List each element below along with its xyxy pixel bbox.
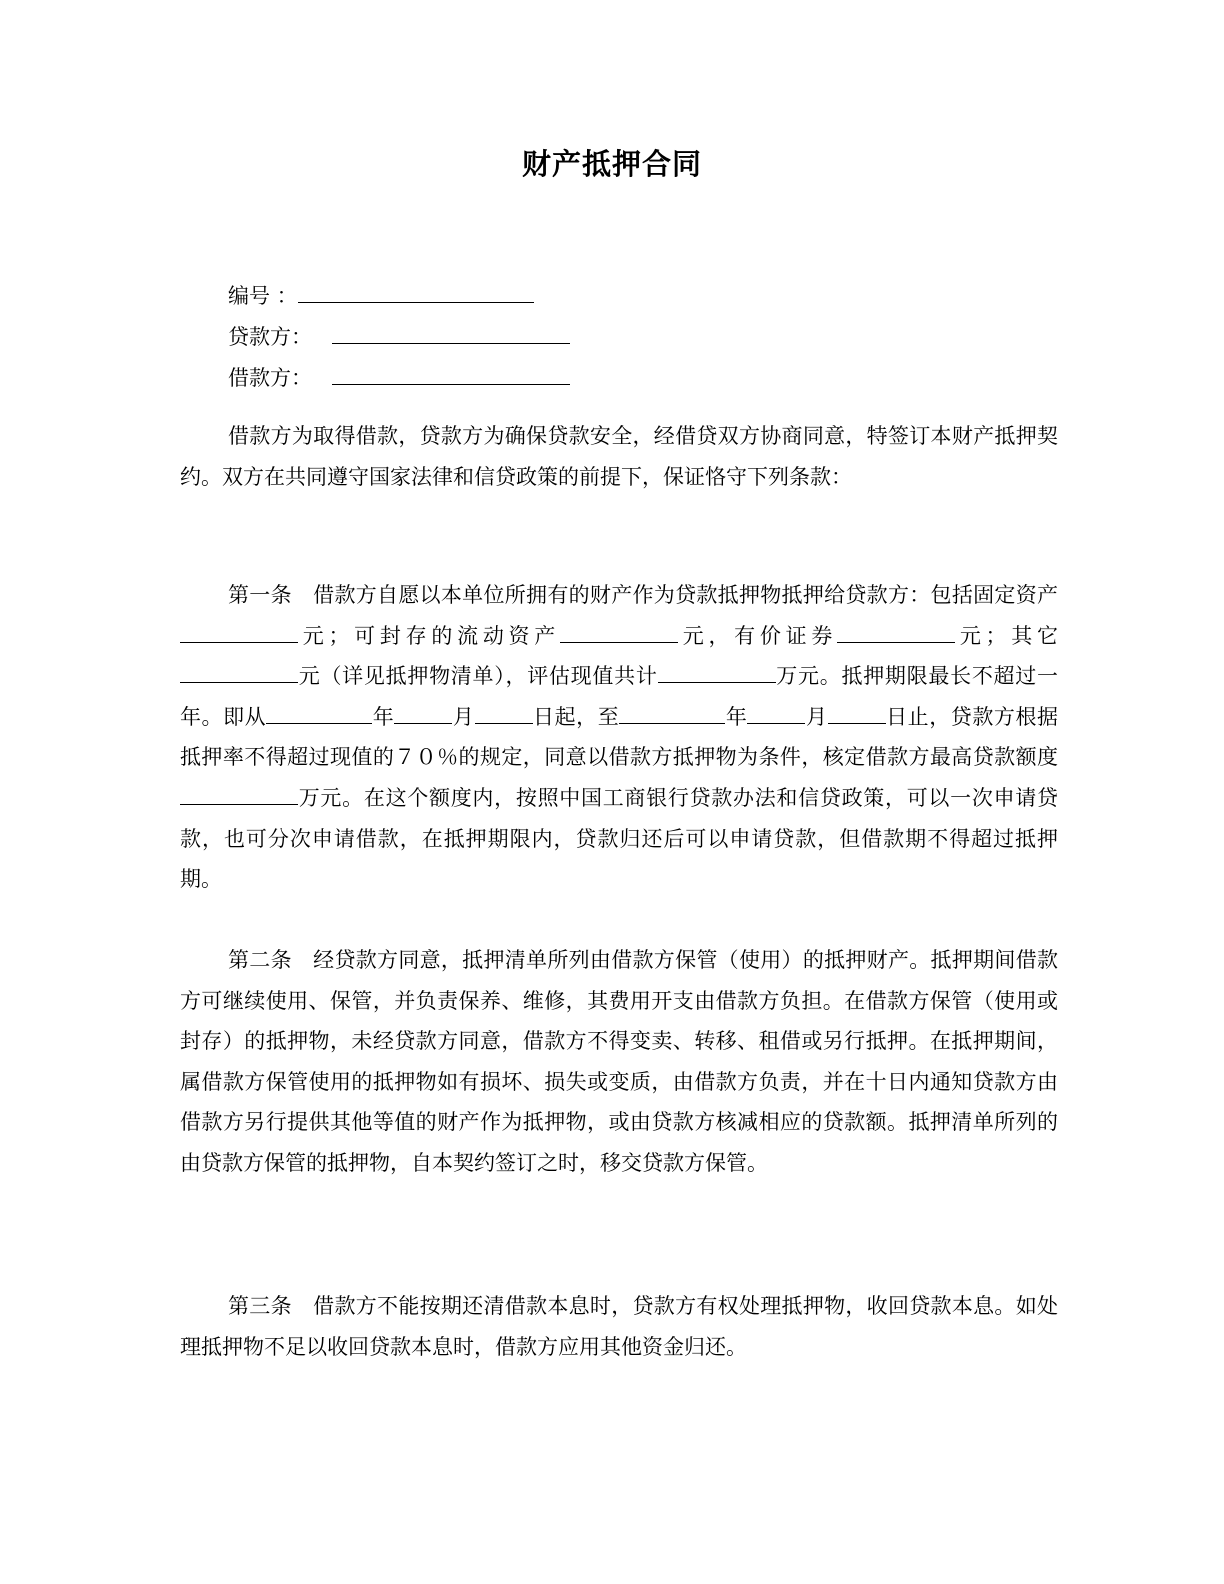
end-month-blank[interactable]: [747, 703, 805, 724]
article-3: 第三条 借款方不能按期还清借款本息时，贷款方有权处理抵押物，收回贷款本息。如处理抵押物不足以收回贷款本息时，借款方应用其他资金归还。: [180, 1294, 1058, 1359]
contract-number-field: [228, 280, 534, 311]
start-month-blank[interactable]: [394, 703, 452, 724]
end-year-blank[interactable]: [619, 703, 725, 724]
article-2: 第二条 经贷款方同意，抵押清单所列由借款方保管（使用）的抵押财产。抵押期间借款方可继续使用、保管，并负责保养、维修，其费用开支由借款方负担。在借款方保管（使用或封存）的抵押物，未经贷款方同意，借款方不得变卖、转移、租借或另行抵押。在抵押期间，属借款方保管使用的抵押物如有损坏、损失或变质，由借款方负责，并在十日内通知贷款方由借款方另行提供其他等值的财产作为抵押物，或由贷款方核减相应的贷款额。抵押清单所列的由贷款方保管的抵押物，自本契约签订之时，移交贷款方保管。: [180, 948, 1058, 1175]
other-assets-blank[interactable]: [180, 662, 298, 683]
fixed-assets-blank[interactable]: [180, 622, 298, 643]
contract-number-blank[interactable]: [298, 280, 534, 303]
lender-blank[interactable]: [332, 321, 570, 344]
contract-number-label: 编号 ：: [228, 284, 298, 308]
lender-field: [228, 321, 570, 352]
appraised-value-blank[interactable]: [658, 662, 776, 683]
lender-label: 贷款方：: [228, 325, 312, 349]
max-loan-amount-blank[interactable]: [180, 784, 298, 805]
start-year-blank[interactable]: [266, 703, 372, 724]
securities-blank[interactable]: [837, 622, 955, 643]
current-assets-blank[interactable]: [560, 622, 678, 643]
start-day-blank[interactable]: [475, 703, 533, 724]
end-day-blank[interactable]: [828, 703, 886, 724]
document-title: 财产抵押合同: [521, 147, 702, 181]
intro-paragraph: 借款方为取得借款，贷款方为确保贷款安全，经借贷双方协商同意，特签订本财产抵押契约。双方在共同遵守国家法律和信贷政策的前提下，保证恪守下列条款：: [180, 424, 1058, 489]
article-1: 第一条 借款方自愿以本单位所拥有的财产作为贷款抵押物抵押给贷款方：包括固定资产元；可封存的流动资产 元，有价证券 元；其它元（详见抵押物清单），评估现值共计 万元。抵押期限最长不超过一年。即从 年 月 日起，至 年 月 日止，贷款方根据抵押率不得超过现值的７０％的规定，同意以借款方抵押物为条件，核定借款方最高贷款额度万元。在这个额度内，按照中国工商银行贷款办法和信贷政策，可以一次申请贷款，也可分次申请借款，在抵押期限内，贷款归还后可以申请贷款，但借款期不得超过抵押期。: [180, 583, 1059, 892]
borrower-blank[interactable]: [332, 362, 570, 385]
borrower-field: [228, 362, 570, 393]
borrower-label: 借款方：: [228, 366, 312, 390]
